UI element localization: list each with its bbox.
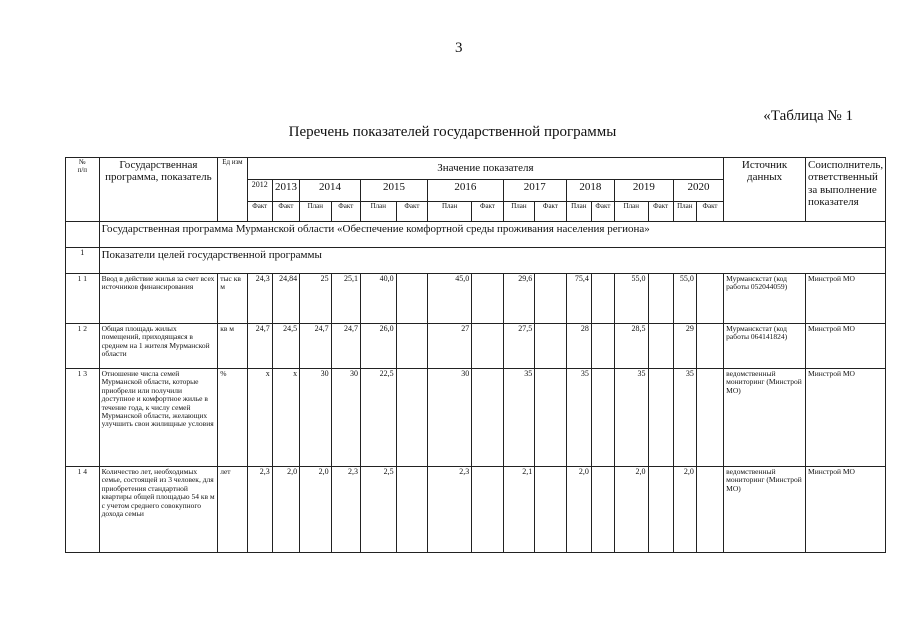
value-cell: 75,4 xyxy=(566,274,591,324)
co-executor: Минстрой МО xyxy=(806,467,886,553)
value-cell: х xyxy=(272,369,299,467)
value-cell xyxy=(472,369,503,467)
value-cell: 28,5 xyxy=(614,324,648,369)
subheader-cell: План xyxy=(614,202,648,222)
co-executor: Минстрой МО xyxy=(806,324,886,369)
value-cell: 35 xyxy=(566,369,591,467)
subheader-cell: Факт xyxy=(696,202,723,222)
table-row xyxy=(66,324,886,369)
indicator-unit: кв м xyxy=(218,324,247,369)
value-cell: 24,3 xyxy=(247,274,272,324)
table-row xyxy=(66,369,886,467)
value-cell xyxy=(591,324,614,369)
subheader-cell: Факт xyxy=(648,202,673,222)
subheader-cell: План xyxy=(673,202,696,222)
value-cell xyxy=(396,324,427,369)
value-cell xyxy=(535,467,566,553)
value-cell: 2,0 xyxy=(673,467,696,553)
year-header: 2014 xyxy=(300,180,361,202)
document-title: Перечень показателей государственной программы xyxy=(288,124,617,140)
value-cell: 2,3 xyxy=(331,467,360,553)
value-cell: 25 xyxy=(300,274,331,324)
value-cell: 26,0 xyxy=(360,324,396,369)
value-cell xyxy=(696,274,723,324)
value-cell: 22,5 xyxy=(360,369,396,467)
value-cell xyxy=(535,369,566,467)
indicator-name: Общая площадь жилых помещений, приходящаяся в среднем на 1 жителя Мурманской области xyxy=(99,324,218,369)
subheader-cell: План xyxy=(360,202,396,222)
value-cell: 27 xyxy=(428,324,472,369)
value-cell xyxy=(648,324,673,369)
value-cell: 30 xyxy=(428,369,472,467)
value-cell: 2,0 xyxy=(272,467,299,553)
subheader-cell: Факт xyxy=(331,202,360,222)
value-cell: 24,7 xyxy=(331,324,360,369)
value-cell: 2,1 xyxy=(503,467,534,553)
program-row-num xyxy=(66,222,100,248)
value-cell: 24,84 xyxy=(272,274,299,324)
indicator-name: Отношение числа семей Мурманской области, которые приобрели или получили доступное и комфортное жилье в течение года, к числу семей Мурманской области, желающих улучшить свои жилищные условия xyxy=(99,369,218,467)
year-header: 2012 xyxy=(247,180,272,202)
value-cell xyxy=(472,324,503,369)
value-cell: 2,0 xyxy=(614,467,648,553)
value-cell: 35 xyxy=(673,369,696,467)
subheader-cell: Факт xyxy=(272,202,299,222)
value-cell: 25,1 xyxy=(331,274,360,324)
row-num: 1 3 xyxy=(66,369,100,467)
table-label: «Таблица № 1 xyxy=(763,108,853,124)
value-cell xyxy=(535,274,566,324)
value-cell: 30 xyxy=(300,369,331,467)
indicator-unit: тыс кв м xyxy=(218,274,247,324)
value-cell: 24,7 xyxy=(300,324,331,369)
value-cell: 55,0 xyxy=(673,274,696,324)
value-cell xyxy=(591,369,614,467)
value-cell xyxy=(535,324,566,369)
subheader-cell: Факт xyxy=(535,202,566,222)
value-cell: х xyxy=(247,369,272,467)
value-cell xyxy=(396,369,427,467)
subheader-cell: План xyxy=(300,202,331,222)
value-cell xyxy=(472,467,503,553)
value-cell: 24,5 xyxy=(272,324,299,369)
table-row xyxy=(66,467,886,553)
subheader-cell: План xyxy=(566,202,591,222)
value-cell: 30 xyxy=(331,369,360,467)
value-cell: 35 xyxy=(614,369,648,467)
indicator-unit: лет xyxy=(218,467,247,553)
section-num: 1 xyxy=(66,248,100,274)
row-num: 1 1 xyxy=(66,274,100,324)
value-cell xyxy=(648,467,673,553)
data-source: ведомственный мониторинг (Минстрой МО) xyxy=(724,369,806,467)
co-executor: Минстрой МО xyxy=(806,274,886,324)
row-num: 1 4 xyxy=(66,467,100,553)
value-cell: 45,0 xyxy=(428,274,472,324)
value-cell: 24,7 xyxy=(247,324,272,369)
header-num: № п/п xyxy=(66,158,100,222)
value-cell xyxy=(696,369,723,467)
header-coexecutor: Соисполнитель, ответственный за выполнение показателя xyxy=(806,158,886,222)
year-header: 2020 xyxy=(673,180,723,202)
value-cell: 28 xyxy=(566,324,591,369)
value-cell: 27,5 xyxy=(503,324,534,369)
row-num: 1 2 xyxy=(66,324,100,369)
data-source: Мурманскстат (код работы 064141824) xyxy=(724,324,806,369)
value-cell: 40,0 xyxy=(360,274,396,324)
value-cell xyxy=(396,274,427,324)
subheader-cell: Факт xyxy=(472,202,503,222)
value-cell: 2,0 xyxy=(566,467,591,553)
value-cell xyxy=(696,324,723,369)
table-row xyxy=(66,274,886,324)
value-cell xyxy=(591,274,614,324)
year-header: 2013 xyxy=(272,180,299,202)
data-source: ведомственный мониторинг (Минстрой МО) xyxy=(724,467,806,553)
co-executor: Минстрой МО xyxy=(806,369,886,467)
year-header: 2017 xyxy=(503,180,566,202)
header-program: Государственная программа, показатель xyxy=(99,158,218,222)
year-header: 2016 xyxy=(428,180,504,202)
header-unit: Ед изм xyxy=(218,158,247,222)
value-cell xyxy=(648,369,673,467)
year-header: 2015 xyxy=(360,180,427,202)
header-source: Источник данных xyxy=(724,158,806,222)
subheader-cell: План xyxy=(503,202,534,222)
value-cell xyxy=(472,274,503,324)
subheader-cell: Факт xyxy=(247,202,272,222)
header-values: Значение показателя xyxy=(247,158,724,180)
value-cell xyxy=(696,467,723,553)
indicator-name: Ввод в действие жилья за счет всех источников финансирования xyxy=(99,274,218,324)
indicator-unit: % xyxy=(218,369,247,467)
value-cell: 35 xyxy=(503,369,534,467)
value-cell: 2,0 xyxy=(300,467,331,553)
subheader-cell: План xyxy=(428,202,472,222)
indicator-name: Количество лет, необходимых семье, состоящей из 3 человек, для приобретения стандартной квартиры общей площадью 54 кв м с учетом среднего совокупного дохода семьи xyxy=(99,467,218,553)
section-title: Показатели целей государственной программы xyxy=(99,248,885,274)
value-cell: 2,5 xyxy=(360,467,396,553)
subheader-cell: Факт xyxy=(591,202,614,222)
year-header: 2019 xyxy=(614,180,673,202)
subheader-cell: Факт xyxy=(396,202,427,222)
program-title: Государственная программа Мурманской области «Обеспечение комфортной среды проживания населения региона» xyxy=(99,222,885,248)
indicators-table xyxy=(65,157,886,553)
value-cell: 55,0 xyxy=(614,274,648,324)
page-number: 3 xyxy=(455,40,463,56)
value-cell: 29 xyxy=(673,324,696,369)
year-header: 2018 xyxy=(566,180,614,202)
value-cell xyxy=(591,467,614,553)
value-cell xyxy=(396,467,427,553)
value-cell xyxy=(648,274,673,324)
value-cell: 29,6 xyxy=(503,274,534,324)
value-cell: 2,3 xyxy=(247,467,272,553)
data-source: Мурманскстат (код работы 052044059) xyxy=(724,274,806,324)
value-cell: 2,3 xyxy=(428,467,472,553)
